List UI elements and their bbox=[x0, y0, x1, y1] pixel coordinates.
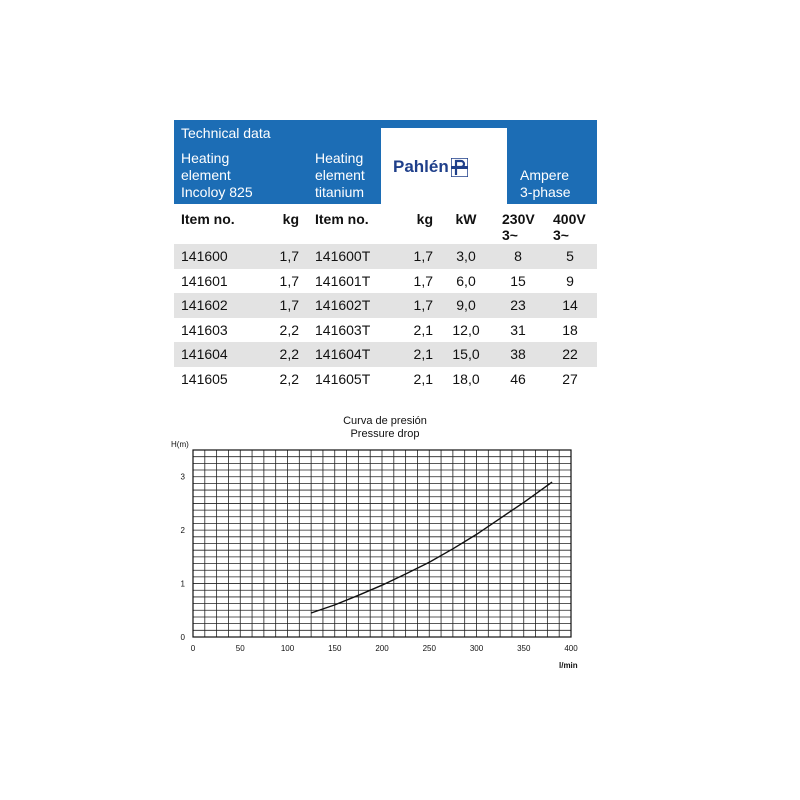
chart-title: Curva de presión bbox=[343, 415, 427, 427]
x-tick-label: 50 bbox=[235, 644, 245, 653]
group-heading-ampere: Ampere 3-phase bbox=[520, 167, 571, 200]
table-row: 141605 2,2 141605T 2,1 18,0 46 27 bbox=[181, 370, 578, 387]
y-tick-label: 3 bbox=[180, 472, 185, 482]
table-row: 141600 1,7 141600T 1,7 3,0 8 5 bbox=[174, 244, 597, 269]
x-axis-label: l/min bbox=[559, 661, 578, 670]
y-tick-label: 0 bbox=[180, 633, 185, 642]
x-tick-label: 300 bbox=[469, 644, 484, 653]
table-row: 141601 1,7 141601T 1,7 6,0 15 9 bbox=[181, 272, 574, 289]
col-item-no: Item no. bbox=[181, 211, 235, 227]
col-kg: kg bbox=[282, 211, 299, 227]
brand-logo-text: Pahlén bbox=[393, 157, 449, 176]
table-title: Technical data bbox=[181, 125, 271, 141]
pressure-drop-curve bbox=[311, 482, 552, 613]
table-row: 141604 2,2 141604T 2,1 15,0 38 22 bbox=[174, 342, 597, 367]
col-item-no-titanium: Item no. bbox=[315, 211, 369, 227]
y-tick-label: 1 bbox=[180, 579, 185, 589]
table-row: 141603 2,2 141603T 2,1 12,0 31 18 bbox=[181, 321, 578, 338]
group-heading-titanium: Heating element titanium bbox=[315, 150, 365, 200]
col-kg-titanium: kg bbox=[416, 211, 433, 227]
x-tick-label: 250 bbox=[422, 644, 436, 653]
group-heading-incoloy: Heating element Incoloy 825 bbox=[181, 150, 253, 200]
x-tick-label: 200 bbox=[375, 644, 389, 653]
x-tick-label: 400 bbox=[564, 644, 578, 653]
chart-subtitle: Pressure drop bbox=[350, 428, 420, 440]
x-tick-label: 350 bbox=[517, 644, 531, 653]
col-kw: kW bbox=[455, 211, 477, 227]
y-axis-label: H(m) bbox=[171, 440, 189, 449]
x-tick-label: 100 bbox=[280, 644, 295, 653]
table-row: 141602 1,7 141602T 1,7 9,0 23 14 bbox=[174, 293, 597, 318]
x-tick-label: 150 bbox=[328, 644, 342, 653]
col-400v: 400V 3~ bbox=[553, 211, 586, 243]
x-tick-label: 0 bbox=[190, 644, 196, 653]
col-230v: 230V 3~ bbox=[502, 211, 535, 243]
y-tick-label: 2 bbox=[180, 526, 185, 536]
